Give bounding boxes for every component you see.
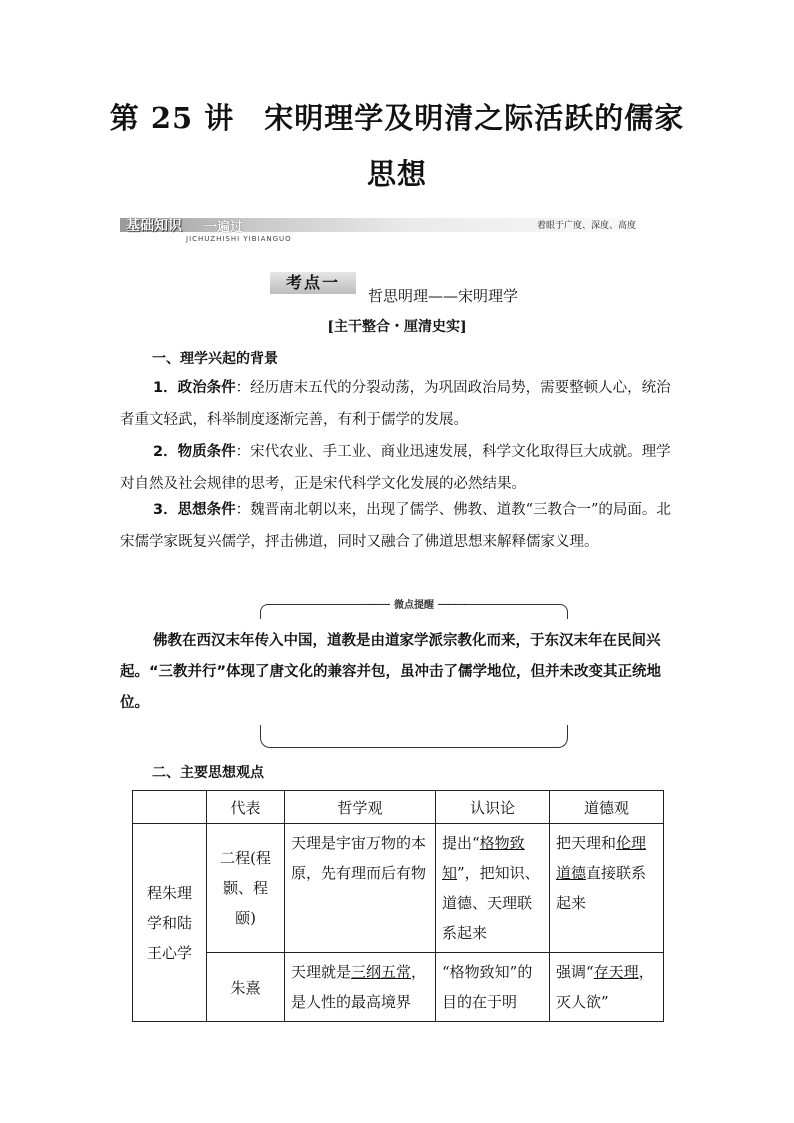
paragraph-thought <box>120 494 678 558</box>
page-title-line1: 第 25 讲 宋明理学及明清之际活跃的儒家 <box>109 101 685 135</box>
kaodian-label: 考点一 <box>270 272 356 294</box>
paragraph-material <box>120 436 678 500</box>
table-header-row <box>133 791 664 824</box>
banner-main-label: 基础知识 <box>126 218 182 234</box>
banner-right-text: 着眼于广度、深度、高度 <box>536 221 636 231</box>
page-title-line2: 思想 <box>366 157 427 191</box>
table-philosophy-cell: 天理就是三纲五常，是人性的最高境界 <box>285 953 436 1022</box>
tip-text: 佛教在西汉末年传入中国，道教是由道家学派宗教化而来，于东汉末年在民间兴起。“三教并行”体现了唐文化的兼容并包，虽冲击了儒学地位，但并未改变其正统地位。 <box>120 633 662 711</box>
paragraph-political <box>120 372 678 436</box>
tip-box-bottom-border <box>260 725 568 748</box>
para-label: 2．物质条件 <box>153 444 236 460</box>
table-epistemology-cell: 提出“格物致知”，把知识、道德、天理联系起来 <box>436 824 550 953</box>
table-philosophy-cell: 天理是宇宙万物的本原，先有理而后有物 <box>285 824 436 953</box>
banner-once-label: 一遍过 <box>204 220 244 235</box>
table-header-cell <box>133 791 207 824</box>
table-row <box>133 824 664 953</box>
kaodian-title: 哲思明理——宋明理学 <box>368 287 519 305</box>
table-header-cell: 道德观 <box>550 791 664 824</box>
table-rep-cell: 二程(程颢、程颐) <box>207 824 285 953</box>
para-text: ：经历唐末五代的分裂动荡，为巩固政治局势，需要整顿人心，统治者重文轻武，科举制度逐渐完善，有利于儒学的发展。 <box>120 380 671 428</box>
banner-pinyin: JICHUZHISHI YIBIANGUO <box>186 235 292 243</box>
section1-heading: 一、理学兴起的背景 <box>152 351 278 367</box>
table-header-cell: 哲学观 <box>285 791 436 824</box>
para-label: 3．思想条件 <box>153 502 236 518</box>
table-epistemology-cell: “格物致知”的目的在于明 <box>436 953 550 1022</box>
table-morality-cell: 强调“存天理，灭人欲” <box>550 953 664 1022</box>
table-morality-cell: 把天理和伦理道德直接联系起来 <box>550 824 664 953</box>
section2-heading: 二、主要思想观点 <box>152 765 264 781</box>
para-label: 1．政治条件 <box>153 380 236 396</box>
para-text: ：魏晋南北朝以来，出现了儒学、佛教、道教“三教合一”的局面。北宋儒学家既复兴儒学，抨击佛道，同时又融合了佛道思想来解释儒家义理。 <box>120 502 671 550</box>
para-text: ：宋代农业、手工业、商业迅速发展，科学文化取得巨大成就。理学对自然及社会规律的思考，正是宋代科学文化发展的必然结果。 <box>120 444 671 492</box>
table-header-cell: 代表 <box>207 791 285 824</box>
section-banner <box>120 214 636 244</box>
table-row <box>133 953 664 1022</box>
table-header-cell: 认识论 <box>436 791 550 824</box>
thought-table <box>132 790 664 1022</box>
section-subtitle: [主干整合・厘清史实] <box>327 319 467 335</box>
tip-label: ········· 微点提醒 ········· <box>361 600 467 611</box>
table-group-cell: 程朱理学和陆王心学 <box>133 824 207 1022</box>
table-rep-cell: 朱熹 <box>207 953 285 1022</box>
